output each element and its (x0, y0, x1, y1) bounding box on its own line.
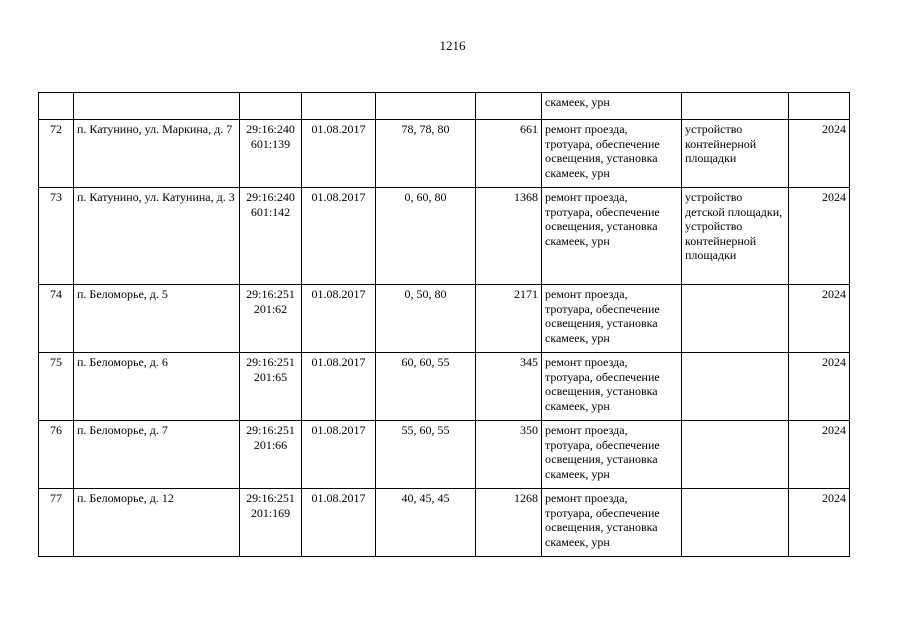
table-row (39, 120, 850, 188)
table-row (39, 421, 850, 489)
cell-area: 345 (476, 353, 542, 421)
cell-wear-percent (376, 93, 476, 120)
cell-cadastral-number (240, 93, 302, 120)
cell-address (74, 93, 240, 120)
cell-address: п. Катунино, ул. Маркина, д. 7 (74, 120, 240, 188)
cell-area: 1368 (476, 188, 542, 285)
cell-date: 01.08.2017 (302, 188, 376, 285)
cell-area (476, 93, 542, 120)
cell-address: п. Беломорье, д. 6 (74, 353, 240, 421)
cell-year: 2024 (789, 421, 850, 489)
cell-number: 76 (39, 421, 74, 489)
cell-year: 2024 (789, 489, 850, 557)
cell-additional-work (682, 353, 789, 421)
cell-work-description: ремонт проезда, тротуара, обеспечение освещения, установка скамеек, урн (542, 353, 682, 421)
cell-address: п. Беломорье, д. 12 (74, 489, 240, 557)
table-row (39, 285, 850, 353)
cell-area: 661 (476, 120, 542, 188)
cell-year: 2024 (789, 188, 850, 285)
cell-date (302, 93, 376, 120)
cell-work-description: ремонт проезда, тротуара, обеспечение освещения, установка скамеек, урн (542, 421, 682, 489)
cell-year: 2024 (789, 120, 850, 188)
cell-date: 01.08.2017 (302, 489, 376, 557)
cell-additional-work: устройство детской площадки, устройство контейнерной площадки (682, 188, 789, 285)
cell-wear-percent: 78, 78, 80 (376, 120, 476, 188)
table-row (39, 489, 850, 557)
cell-cadastral-number: 29:16:251 201:62 (240, 285, 302, 353)
cell-additional-work (682, 489, 789, 557)
cell-number (39, 93, 74, 120)
cell-wear-percent: 55, 60, 55 (376, 421, 476, 489)
cell-work-description: ремонт проезда, тротуара, обеспечение освещения, установка скамеек, урн (542, 285, 682, 353)
table-row (39, 353, 850, 421)
cell-area: 2171 (476, 285, 542, 353)
cell-wear-percent: 0, 50, 80 (376, 285, 476, 353)
cell-number: 73 (39, 188, 74, 285)
cell-year (789, 93, 850, 120)
cell-additional-work (682, 93, 789, 120)
cell-number: 74 (39, 285, 74, 353)
cell-additional-work: устройство контейнерной площадки (682, 120, 789, 188)
cell-address: п. Беломорье, д. 5 (74, 285, 240, 353)
cell-cadastral-number: 29:16:251 201:66 (240, 421, 302, 489)
cell-date: 01.08.2017 (302, 120, 376, 188)
cell-number: 75 (39, 353, 74, 421)
cell-wear-percent: 0, 60, 80 (376, 188, 476, 285)
table-row (39, 188, 850, 285)
cell-work-description: ремонт проезда, тротуара, обеспечение освещения, установка скамеек, урн (542, 120, 682, 188)
registry-table (38, 92, 850, 557)
cell-year: 2024 (789, 353, 850, 421)
cell-date: 01.08.2017 (302, 285, 376, 353)
cell-number: 77 (39, 489, 74, 557)
page-number: 1216 (439, 38, 466, 53)
cell-address: п. Беломорье, д. 7 (74, 421, 240, 489)
cell-cadastral-number: 29:16:240 601:142 (240, 188, 302, 285)
cell-additional-work (682, 285, 789, 353)
cell-additional-work (682, 421, 789, 489)
cell-cadastral-number: 29:16:251 201:65 (240, 353, 302, 421)
cell-address: п. Катунино, ул. Катунина, д. 3 (74, 188, 240, 285)
cell-date: 01.08.2017 (302, 421, 376, 489)
cell-work-description: скамеек, урн (542, 93, 682, 120)
cell-wear-percent: 60, 60, 55 (376, 353, 476, 421)
cell-cadastral-number: 29:16:240 601:139 (240, 120, 302, 188)
cell-year: 2024 (789, 285, 850, 353)
cell-work-description: ремонт проезда, тротуара, обеспечение освещения, установка скамеек, урн (542, 489, 682, 557)
cell-area: 350 (476, 421, 542, 489)
cell-wear-percent: 40, 45, 45 (376, 489, 476, 557)
table-row-continuation (39, 93, 850, 120)
cell-area: 1268 (476, 489, 542, 557)
cell-number: 72 (39, 120, 74, 188)
cell-cadastral-number: 29:16:251 201:169 (240, 489, 302, 557)
cell-work-description: ремонт проезда, тротуара, обеспечение освещения, установка скамеек, урн (542, 188, 682, 285)
cell-date: 01.08.2017 (302, 353, 376, 421)
